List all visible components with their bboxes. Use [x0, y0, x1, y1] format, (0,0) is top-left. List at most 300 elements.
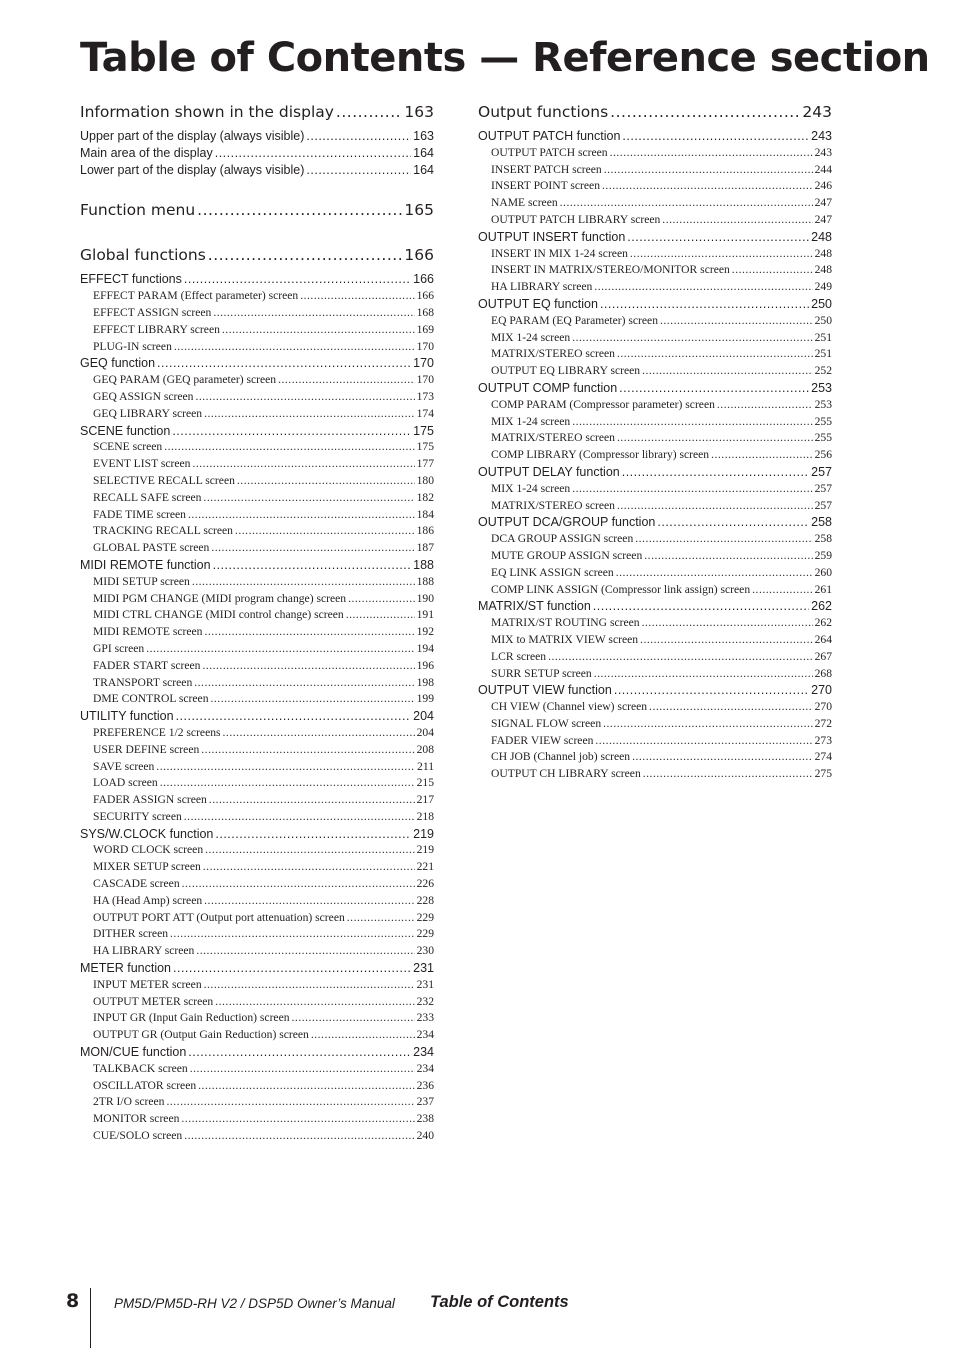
- toc-screen-entry[interactable]: [80, 439, 434, 456]
- footer-manual-title: PM5D/PM5D-RH V2 / DSP5D Owner’s Manual: [114, 1296, 395, 1311]
- leader-dots: [170, 926, 415, 943]
- toc-screen-entry[interactable]: [80, 943, 434, 960]
- toc-page-number: 188: [413, 557, 434, 572]
- toc-screen-entry[interactable]: [80, 691, 434, 708]
- toc-entry-label: MON/CUE function: [80, 1045, 187, 1060]
- toc-page-number: 204: [413, 709, 434, 724]
- leader-dots: [213, 557, 412, 574]
- toc-screen-entry[interactable]: [80, 473, 434, 490]
- toc-screen-entry[interactable]: [478, 414, 832, 431]
- leader-dots: [619, 380, 809, 397]
- toc-screen-entry[interactable]: [80, 1061, 434, 1078]
- toc-screen-entry[interactable]: [80, 1094, 434, 1111]
- toc-entry-label: FADER VIEW screen: [491, 733, 594, 747]
- toc-screen-entry[interactable]: [478, 363, 832, 380]
- toc-page-number: 208: [416, 742, 434, 756]
- leader-dots: [593, 598, 809, 615]
- leader-dots: [616, 565, 813, 582]
- toc-page-number: 274: [814, 750, 832, 764]
- leader-dots: [203, 490, 414, 507]
- toc-page-number: 175: [413, 423, 434, 438]
- toc-page-number: 165: [404, 201, 434, 220]
- toc-page-number: 198: [416, 675, 434, 689]
- toc-entry-label: OUTPUT METER screen: [93, 994, 214, 1008]
- leader-dots: [336, 100, 402, 125]
- leader-dots: [594, 279, 812, 296]
- toc-function-entry[interactable]: [478, 464, 832, 481]
- toc-section-global[interactable]: [80, 243, 434, 268]
- toc-screen-entry[interactable]: [478, 766, 832, 783]
- leader-dots: [348, 591, 415, 608]
- leader-dots: [192, 574, 415, 591]
- toc-entry-label: DITHER screen: [93, 927, 169, 941]
- leader-dots: [184, 271, 411, 288]
- toc-entry-label: EFFECT LIBRARY screen: [93, 322, 220, 336]
- toc-page-number: 259: [814, 548, 832, 562]
- toc-screen-entry[interactable]: [478, 716, 832, 733]
- toc-screen-entry[interactable]: [80, 792, 434, 809]
- leader-dots: [203, 859, 415, 876]
- toc-page-number: 262: [814, 616, 832, 630]
- leader-dots: [209, 792, 415, 809]
- leader-dots: [717, 397, 813, 414]
- toc-screen-entry[interactable]: [478, 749, 832, 766]
- toc-entry-label: OUTPUT GR (Output Gain Reduction) screen: [93, 1028, 309, 1042]
- toc-entry-label: OUTPUT PATCH screen: [491, 145, 608, 159]
- toc-entry-label: MATRIX/ST ROUTING screen: [491, 616, 640, 630]
- leader-dots: [196, 943, 414, 960]
- toc-page-number: 231: [416, 977, 434, 991]
- toc-screen-entry[interactable]: [80, 759, 434, 776]
- toc-screen-entry[interactable]: [478, 330, 832, 347]
- toc-page-number: 258: [811, 515, 832, 530]
- toc-entry-label: HA (Head Amp) screen: [93, 893, 203, 907]
- toc-entry-label: MATRIX/STEREO screen: [491, 498, 615, 512]
- toc-page-number: 163: [404, 103, 434, 121]
- toc-page-number: 215: [416, 776, 434, 790]
- leader-dots: [752, 582, 812, 599]
- toc-screen-entry[interactable]: [80, 859, 434, 876]
- toc-screen-entry[interactable]: [478, 699, 832, 716]
- toc-page-number: 249: [814, 280, 832, 294]
- leader-dots: [635, 531, 812, 548]
- leader-dots: [278, 372, 415, 389]
- toc-function-entry[interactable]: [478, 296, 832, 313]
- toc-page-number: 229: [416, 910, 434, 924]
- toc-page-number: 226: [416, 877, 434, 891]
- toc-entry-label: EQ PARAM (EQ Parameter) screen: [491, 313, 658, 327]
- toc-entry-label: EFFECT PARAM (Effect parameter) screen: [93, 289, 299, 303]
- toc-entry-label: EQ LINK ASSIGN screen: [491, 565, 614, 579]
- leader-dots: [640, 632, 813, 649]
- leader-dots: [157, 355, 411, 372]
- leader-dots: [600, 296, 809, 313]
- leader-dots: [211, 691, 415, 708]
- leader-dots: [190, 1061, 415, 1078]
- leader-dots: [222, 322, 415, 339]
- toc-entry-label: MIX 1-24 screen: [491, 481, 571, 495]
- toc-section-label: Information shown in the display: [80, 103, 334, 121]
- toc-page-number: 230: [416, 944, 434, 958]
- leader-dots: [166, 1094, 414, 1111]
- toc-page-number: 247: [814, 196, 832, 210]
- toc-screen-entry[interactable]: [80, 406, 434, 423]
- toc-page-number: 168: [416, 305, 434, 319]
- leader-dots: [235, 523, 415, 540]
- toc-entry-label: INPUT GR (Input Gain Reduction) screen: [93, 1011, 290, 1025]
- toc-entry-label: MIDI PGM CHANGE (MIDI program change) screen: [93, 591, 347, 605]
- toc-page-number: 253: [811, 380, 832, 395]
- toc-list-display: [80, 128, 434, 178]
- leader-dots: [572, 330, 812, 347]
- toc-entry-label: WORD CLOCK screen: [93, 843, 204, 857]
- toc-page-number: 234: [416, 1028, 434, 1042]
- leader-dots: [560, 195, 813, 212]
- toc-screen-entry[interactable]: [478, 346, 832, 363]
- toc-screen-entry[interactable]: [80, 507, 434, 524]
- toc-screen-entry[interactable]: [478, 632, 832, 649]
- toc-entry-label: GEQ ASSIGN screen: [93, 389, 194, 403]
- toc-screen-entry[interactable]: [80, 305, 434, 322]
- toc-page-number: 243: [802, 103, 832, 121]
- toc-entry-label: INSERT IN MIX 1-24 screen: [491, 246, 628, 260]
- toc-function-entry[interactable]: [478, 682, 832, 699]
- toc-function-entry[interactable]: [478, 229, 832, 246]
- leader-dots: [632, 749, 813, 766]
- toc-page-number: 180: [416, 473, 434, 487]
- toc-screen-entry[interactable]: [80, 490, 434, 507]
- toc-screen-entry[interactable]: [80, 893, 434, 910]
- toc-page-number: 262: [811, 599, 832, 614]
- toc-entry-label: GEQ function: [80, 356, 156, 371]
- toc-entry-label: HA LIBRARY screen: [93, 944, 195, 958]
- toc-screen-entry[interactable]: [80, 725, 434, 742]
- toc-entry-label: MIX 1-24 screen: [491, 330, 571, 344]
- leader-dots: [215, 145, 411, 162]
- toc-screen-entry[interactable]: [80, 540, 434, 557]
- toc-page-number: 228: [416, 893, 434, 907]
- toc-entry-label: USER DEFINE screen: [93, 742, 200, 756]
- toc-section-output[interactable]: [478, 100, 832, 125]
- toc-screen-entry[interactable]: [478, 615, 832, 632]
- leader-dots: [184, 1128, 414, 1145]
- toc-page-number: 175: [416, 440, 434, 454]
- toc-entry-label: EVENT LIST screen: [93, 457, 191, 471]
- leader-dots: [194, 675, 414, 692]
- leader-dots: [208, 243, 403, 268]
- toc-screen-entry[interactable]: [80, 994, 434, 1011]
- toc-entry-label: SCENE screen: [93, 440, 163, 454]
- leader-dots: [300, 288, 414, 305]
- toc-page-number: 199: [416, 692, 434, 706]
- leader-dots: [182, 876, 415, 893]
- toc-screen-entry[interactable]: [478, 430, 832, 447]
- toc-list-global: [80, 271, 434, 1144]
- toc-screen-entry[interactable]: [80, 876, 434, 893]
- toc-screen-entry[interactable]: [478, 195, 832, 212]
- footer-section-title: Table of Contents: [430, 1293, 569, 1311]
- toc-function-entry[interactable]: [80, 355, 434, 372]
- toc-page-number: 258: [814, 532, 832, 546]
- toc-screen-entry[interactable]: [80, 1027, 434, 1044]
- toc-page-number: 170: [413, 356, 434, 371]
- toc-entry-label: OUTPUT PATCH function: [478, 129, 621, 143]
- toc-screen-entry[interactable]: [478, 162, 832, 179]
- leader-dots: [657, 514, 809, 531]
- toc-page-number: 186: [416, 524, 434, 538]
- toc-function-entry[interactable]: [478, 380, 832, 397]
- toc-entry-label: MONITOR screen: [93, 1112, 180, 1126]
- toc-function-entry[interactable]: [80, 271, 434, 288]
- toc-page-number: 194: [416, 641, 434, 655]
- toc-screen-entry[interactable]: [478, 481, 832, 498]
- toc-entry-label: GLOBAL PASTE screen: [93, 541, 210, 555]
- toc-page-number: 257: [814, 481, 832, 495]
- toc-page-number: 204: [416, 725, 434, 739]
- toc-page-number: 190: [416, 591, 434, 605]
- toc-screen-entry[interactable]: [80, 809, 434, 826]
- toc-entry-label: TALKBACK screen: [93, 1061, 188, 1075]
- toc-page-number: 255: [814, 414, 832, 428]
- toc-function-entry[interactable]: [478, 598, 832, 615]
- toc-page-number: 238: [416, 1112, 434, 1126]
- toc-screen-entry[interactable]: [478, 498, 832, 515]
- toc-entry-label: OSCILLATOR screen: [93, 1078, 197, 1092]
- leader-dots: [211, 540, 414, 557]
- toc-page-number: 229: [416, 927, 434, 941]
- toc-entry-label: FADER START screen: [93, 658, 201, 672]
- toc-function-entry[interactable]: [478, 128, 832, 145]
- toc-screen-entry[interactable]: [80, 1078, 434, 1095]
- toc-page-number: 273: [814, 733, 832, 747]
- toc-screen-entry[interactable]: [80, 977, 434, 994]
- toc-page-number: 260: [814, 565, 832, 579]
- toc-entry-label: CUE/SOLO screen: [93, 1129, 183, 1143]
- toc-entry[interactable]: [80, 145, 434, 162]
- toc-screen-entry[interactable]: [80, 389, 434, 406]
- leader-dots: [174, 339, 415, 356]
- toc-function-entry[interactable]: [80, 708, 434, 725]
- toc-screen-entry[interactable]: [80, 775, 434, 792]
- toc-function-entry[interactable]: [80, 1044, 434, 1061]
- toc-section-label: Global functions: [80, 246, 206, 265]
- toc-entry-label: NAME screen: [491, 196, 558, 210]
- toc-screen-entry[interactable]: [478, 178, 832, 195]
- toc-entry-label: MIDI CTRL CHANGE (MIDI control change) screen: [93, 608, 344, 622]
- toc-screen-entry[interactable]: [478, 397, 832, 414]
- leader-dots: [622, 128, 809, 145]
- toc-page-number: 187: [416, 541, 434, 555]
- toc-entry-label: OUTPUT VIEW function: [478, 683, 612, 698]
- toc-screen-entry[interactable]: [478, 262, 832, 279]
- toc-entry-label: SECURITY screen: [93, 809, 182, 823]
- leader-dots: [204, 893, 414, 910]
- leader-dots: [213, 305, 414, 322]
- toc-entry-label: RECALL SAFE screen: [93, 490, 202, 504]
- leader-dots: [572, 481, 812, 498]
- toc-screen-entry[interactable]: [80, 1128, 434, 1145]
- toc-screen-entry[interactable]: [478, 666, 832, 683]
- toc-function-entry[interactable]: [80, 557, 434, 574]
- leader-dots: [205, 842, 414, 859]
- toc-page-number: 221: [416, 860, 434, 874]
- toc-screen-entry[interactable]: [478, 212, 832, 229]
- leader-dots: [188, 507, 415, 524]
- toc-entry-label: OUTPUT INSERT function: [478, 229, 626, 244]
- toc-screen-entry[interactable]: [80, 1111, 434, 1128]
- toc-page-number: 261: [814, 582, 832, 596]
- toc-function-entry[interactable]: [80, 826, 434, 843]
- toc-page-number: 174: [416, 406, 434, 420]
- toc-screen-entry[interactable]: [80, 523, 434, 540]
- toc-screen-entry[interactable]: [80, 842, 434, 859]
- toc-page-number: 248: [811, 229, 832, 244]
- right-column: [478, 100, 832, 783]
- page-title: Table of Contents — Reference section: [80, 35, 930, 81]
- leader-dots: [660, 313, 813, 330]
- toc-screen-entry[interactable]: [80, 288, 434, 305]
- toc-screen-entry[interactable]: [80, 641, 434, 658]
- toc-screen-entry[interactable]: [478, 565, 832, 582]
- toc-page-number: 244: [814, 162, 832, 176]
- toc-section-label: Output functions: [478, 103, 609, 121]
- toc-screen-entry[interactable]: [478, 531, 832, 548]
- toc-page-number: 248: [814, 263, 832, 277]
- toc-screen-entry[interactable]: [80, 574, 434, 591]
- toc-page-number: 177: [416, 457, 434, 471]
- toc-section-display[interactable]: [80, 100, 434, 125]
- toc-entry[interactable]: [80, 128, 434, 145]
- leader-dots: [604, 162, 813, 179]
- toc-entry-label: SYS/W.CLOCK function: [80, 826, 214, 841]
- leader-dots: [202, 658, 414, 675]
- leader-dots: [197, 198, 402, 223]
- toc-page-number: 267: [814, 649, 832, 663]
- toc-entry-label: MIDI SETUP screen: [93, 574, 190, 588]
- toc-screen-entry[interactable]: [80, 675, 434, 692]
- toc-entry-label: CH VIEW (Channel view) screen: [491, 700, 648, 714]
- toc-function-entry[interactable]: [80, 960, 434, 977]
- toc-page-number: 182: [416, 490, 434, 504]
- toc-entry-label: 2TR I/O screen: [93, 1095, 165, 1109]
- toc-screen-entry[interactable]: [478, 279, 832, 296]
- leader-dots: [215, 826, 411, 843]
- toc-entry-label: SURR SETUP screen: [491, 666, 592, 680]
- toc-screen-entry[interactable]: [80, 339, 434, 356]
- leader-dots: [204, 624, 414, 641]
- toc-screen-entry[interactable]: [478, 145, 832, 162]
- toc-page-number: 272: [814, 716, 832, 730]
- toc-screen-entry[interactable]: [80, 926, 434, 943]
- toc-page-number: 170: [416, 339, 434, 353]
- toc-section-label: Function menu: [80, 201, 196, 220]
- toc-page-number: 184: [416, 507, 434, 521]
- toc-page-number: 270: [811, 683, 832, 698]
- leader-dots: [610, 100, 800, 125]
- leader-dots: [201, 742, 414, 759]
- toc-entry-label: Lower part of the display (always visible): [80, 162, 305, 177]
- toc-page-number: 251: [814, 330, 832, 344]
- toc-page-number: 257: [814, 498, 832, 512]
- leader-dots: [164, 439, 414, 456]
- toc-screen-entry[interactable]: [80, 372, 434, 389]
- leader-dots: [627, 229, 809, 246]
- toc-page-number: 236: [416, 1078, 434, 1092]
- toc-page-number: 268: [814, 666, 832, 680]
- toc-page-number: 253: [814, 397, 832, 411]
- leader-dots: [192, 456, 414, 473]
- footer-page-number: 8: [66, 1290, 80, 1312]
- toc-section-function-menu[interactable]: [80, 198, 434, 223]
- toc-entry-label: SELECTIVE RECALL screen: [93, 473, 235, 487]
- leader-dots: [346, 607, 415, 624]
- toc-screen-entry[interactable]: [478, 649, 832, 666]
- toc-page-number: 246: [814, 179, 832, 193]
- toc-entry-label: CH JOB (Channel job) screen: [491, 750, 631, 764]
- toc-page-number: 219: [416, 843, 434, 857]
- toc-page-number: 169: [416, 322, 434, 336]
- toc-page-number: 233: [416, 1011, 434, 1025]
- toc-screen-entry[interactable]: [478, 548, 832, 565]
- leader-dots: [198, 1078, 414, 1095]
- toc-entry-label: SAVE screen: [93, 759, 155, 773]
- toc-function-entry[interactable]: [478, 514, 832, 531]
- toc-screen-entry[interactable]: [80, 322, 434, 339]
- leader-dots: [644, 548, 812, 565]
- toc-screen-entry[interactable]: [478, 246, 832, 263]
- toc-page-number: 166: [416, 289, 434, 303]
- toc-screen-entry[interactable]: [478, 582, 832, 599]
- leader-dots: [649, 699, 813, 716]
- toc-screen-entry[interactable]: [80, 607, 434, 624]
- leader-dots: [215, 994, 414, 1011]
- leader-dots: [181, 1111, 414, 1128]
- leader-dots: [172, 423, 411, 440]
- toc-function-entry[interactable]: [80, 423, 434, 440]
- toc-entry-label: CASCADE screen: [93, 877, 180, 891]
- toc-entry-label: Main area of the display: [80, 145, 213, 160]
- leader-dots: [306, 162, 411, 179]
- toc-screen-entry[interactable]: [80, 456, 434, 473]
- toc-entry-label: MATRIX/STEREO screen: [491, 431, 615, 445]
- leader-dots: [204, 406, 415, 423]
- toc-entry-label: OUTPUT COMP function: [478, 380, 618, 395]
- toc-page-number: 251: [814, 347, 832, 361]
- toc-entry-label: INPUT METER screen: [93, 977, 202, 991]
- leader-dots: [347, 910, 415, 927]
- leader-dots: [292, 1010, 415, 1027]
- toc-page-number: 248: [814, 246, 832, 260]
- toc-screen-entry[interactable]: [80, 910, 434, 927]
- toc-screen-entry[interactable]: [478, 313, 832, 330]
- leader-dots: [188, 1044, 411, 1061]
- toc-entry-label: OUTPUT PATCH LIBRARY screen: [491, 212, 661, 226]
- toc-screen-entry[interactable]: [80, 591, 434, 608]
- leader-dots: [237, 473, 415, 490]
- toc-screen-entry[interactable]: [80, 624, 434, 641]
- leader-dots: [602, 178, 813, 195]
- toc-entry-label: FADER ASSIGN screen: [93, 793, 207, 807]
- leader-dots: [614, 682, 809, 699]
- toc-entry[interactable]: [80, 162, 434, 179]
- toc-screen-entry[interactable]: [478, 733, 832, 750]
- toc-screen-entry[interactable]: [80, 1010, 434, 1027]
- toc-screen-entry[interactable]: [478, 447, 832, 464]
- toc-screen-entry[interactable]: [80, 658, 434, 675]
- toc-page-number: 250: [814, 313, 832, 327]
- toc-entry-label: EFFECT functions: [80, 272, 182, 287]
- toc-screen-entry[interactable]: [80, 742, 434, 759]
